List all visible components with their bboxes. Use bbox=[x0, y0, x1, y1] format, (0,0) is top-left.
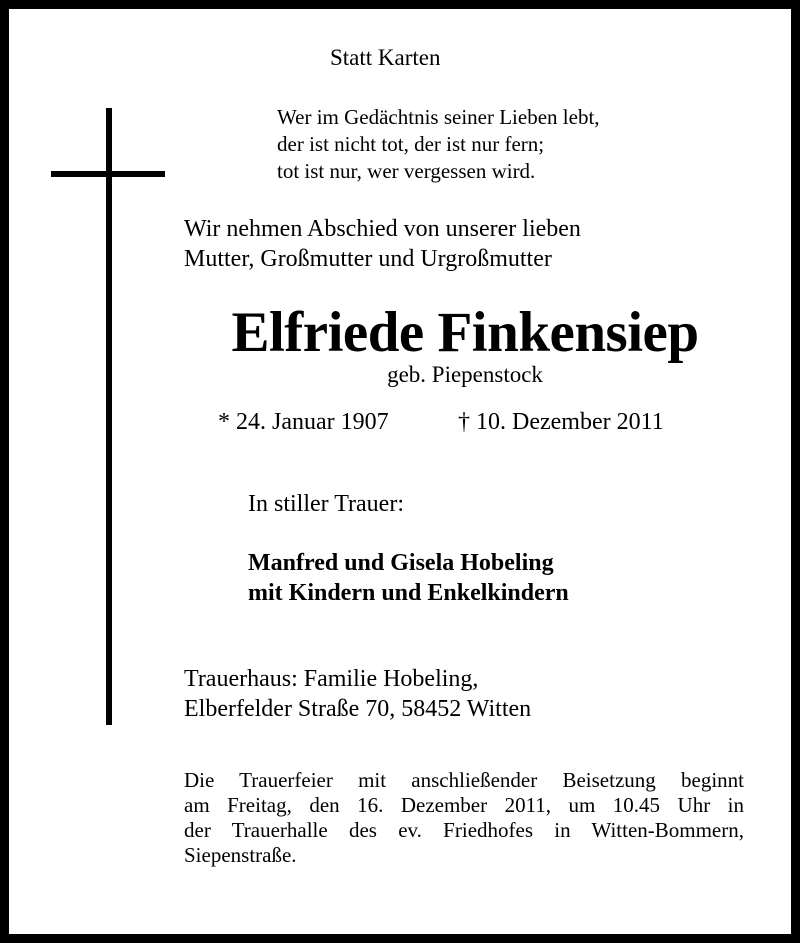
notice-heading: Statt Karten bbox=[330, 45, 441, 70]
birth-name: geb. Piepenstock bbox=[387, 362, 543, 387]
service-line: der Trauerhalle des ev. Friedhofes in Witten-Bommern, bbox=[184, 818, 744, 842]
mourners-list bbox=[248, 548, 569, 608]
mourner-line: mit Kindern und Enkelkindern bbox=[248, 580, 569, 606]
funeral-service-info bbox=[184, 768, 744, 868]
service-line: Siepenstraße. bbox=[184, 843, 297, 867]
mourning-label: In stiller Trauer: bbox=[248, 491, 404, 517]
address-line: Trauerhaus: Familie Hobeling, bbox=[184, 666, 479, 692]
farewell-line: Wir nehmen Abschied von unserer lieben bbox=[184, 216, 581, 242]
death-date: † 10. Dezember 2011 bbox=[458, 409, 664, 435]
address-line: Elberfelder Straße 70, 58452 Witten bbox=[184, 696, 532, 722]
farewell-line: Mutter, Großmutter und Urgroßmutter bbox=[184, 246, 552, 272]
poem-line: der ist nicht tot, der ist nur fern; bbox=[277, 132, 545, 156]
deceased-name: Elfriede Finkensiep bbox=[231, 301, 699, 364]
birth-date: * 24. Januar 1907 bbox=[218, 409, 389, 435]
memorial-poem bbox=[277, 104, 600, 185]
poem-line: tot ist nur, wer vergessen wird. bbox=[277, 159, 536, 183]
poem-line: Wer im Gedächtnis seiner Lieben lebt, bbox=[277, 105, 600, 129]
farewell-text bbox=[184, 214, 581, 274]
mourning-house-address bbox=[184, 664, 531, 724]
cross-vertical-bar bbox=[106, 108, 112, 725]
mourner-line: Manfred und Gisela Hobeling bbox=[248, 550, 554, 576]
service-line: Die Trauerfeier mit anschließender Beisetzung beginnt bbox=[184, 768, 744, 792]
service-line: am Freitag, den 16. Dezember 2011, um 10.45 Uhr in bbox=[184, 793, 744, 817]
cross-horizontal-bar bbox=[51, 171, 165, 177]
